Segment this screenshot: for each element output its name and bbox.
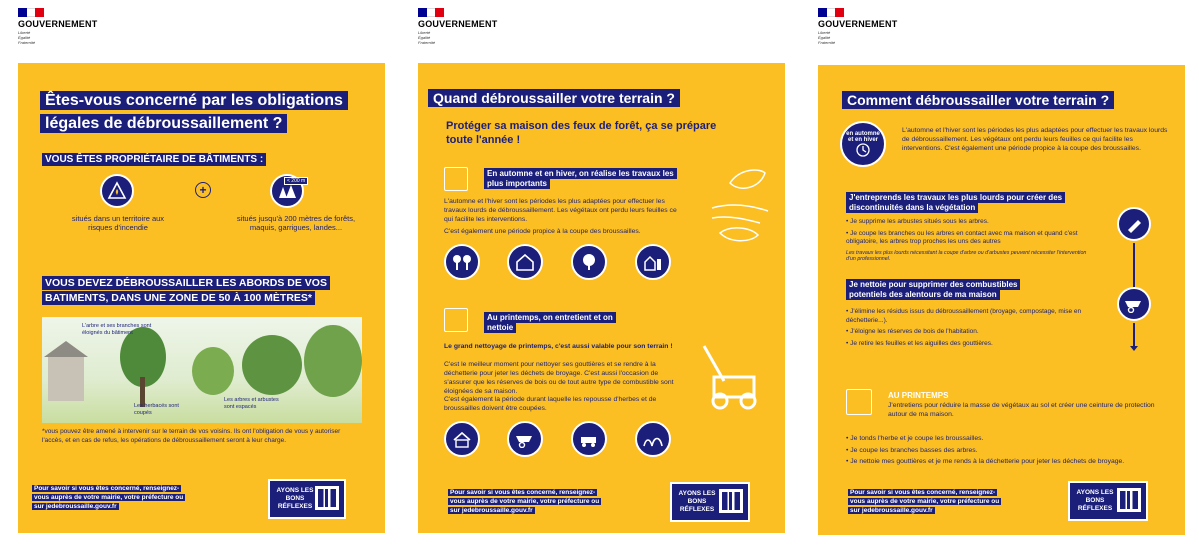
government-logo [818, 8, 897, 45]
wheelbarrow-icon [1117, 287, 1151, 321]
footer-note: Pour savoir si vous êtes concerné, renseignez-vous auprès de votre mairie, votre préfecture ou sur jedebroussaille.gouv.fr [34, 485, 184, 510]
org-name: GOUVERNEMENT [818, 19, 898, 29]
bons-reflexes-badge [268, 479, 346, 519]
autumn-heading: En automne et en hiver, on réalise les travaux les plus importants [484, 169, 674, 189]
poster-1-title: Êtes-vous concerné par les obligations légales de débroussaillement ? [40, 89, 360, 135]
poster-3-title: Comment débroussailler votre terrain ? [842, 89, 1114, 112]
government-logo [18, 8, 97, 45]
trees-spacing-icon [444, 244, 480, 280]
badge-text: AYONS LES BONS RÉFLEXES [678, 490, 716, 513]
badge-text: AYONS LES BONS RÉFLEXES [1076, 489, 1114, 512]
calendar-icon [444, 308, 468, 332]
bons-reflexes-badge [1068, 481, 1148, 521]
poster-1 [18, 63, 385, 533]
step1-list [846, 218, 1096, 266]
poster-2-subtitle: Protéger sa maison des feux de forêt, ça se prépare toute l'année ! [446, 120, 717, 146]
lawn-mower-illustration [694, 341, 764, 411]
list-item: • Je nettoie mes gouttières et je me rends à la déchetterie pour jeter les déchets de broyage. [846, 458, 1125, 465]
motto-line: Liberté [418, 30, 431, 35]
label-grass: Les herbacés sont coupés [134, 403, 179, 416]
poster-1-column [18, 0, 385, 545]
motto-line: Liberté [18, 30, 31, 35]
motto-line: Égalité [18, 35, 31, 40]
motto-line: Égalité [818, 35, 831, 40]
chainsaw-icon [1117, 207, 1151, 241]
arrow-down-icon [1130, 346, 1138, 351]
debroussaillement-illustration [42, 317, 362, 423]
poster-3 [818, 65, 1185, 535]
step1-note: Les travaux les plus lourds nécessitant la coupe d'arbre ou d'arbustes peuvent nécessiter l'intervention d'un professionnel. [846, 249, 1087, 262]
season-badge-text: en automne et en hiver [846, 131, 880, 143]
spring-heading: AU PRINTEMPS [888, 391, 949, 400]
obligation-banner: VOUS DEVEZ DÉBROUSSAILLER LES ABORDS DE VOS BATIMENTS, DANS UNE ZONE DE 50 À 100 MÈTRES* [42, 276, 368, 306]
list-item: • Je tonds l'herbe et je coupe les broussailles. [846, 435, 984, 442]
autumn-text: L'automne et l'hiver sont les périodes les plus adaptées pour effectuer les travaux lourds de débroussaillement. Les végétaux ont perdu leurs feuilles ce qui facilite les interventions. [444, 198, 677, 223]
qr-code-icon[interactable] [315, 486, 339, 510]
list-item: • Je retire les feuilles et les aiguilles des gouttières. [846, 339, 993, 347]
org-name: GOUVERNEMENT [418, 19, 498, 29]
lawn-mower-icon [571, 421, 607, 457]
qr-code-icon[interactable] [719, 489, 743, 513]
poster-2 [418, 63, 785, 533]
french-flag-icon [18, 8, 44, 17]
list-item: • Je coupe les branches basses des arbres. [846, 446, 978, 454]
autumn-text-2: C'est également une période propice à la coupe des broussailles. [444, 228, 641, 235]
list-item: • Je coupe les branches ou les arbres en contact avec ma maison et quand c'est obligatoire, les arbres trop proches les uns des autres [846, 229, 1078, 245]
motto-line: Liberté [818, 30, 831, 35]
list-item: • Je supprime les arbustes situés sous les arbres. [846, 218, 989, 225]
distance-badge: < 200 m [284, 177, 308, 185]
spring-heading: Au printemps, on entretient et on nettoie [484, 313, 644, 333]
poster-2-title: Quand débroussailler votre terrain ? [428, 87, 680, 110]
house-distance-icon [507, 244, 543, 280]
motto-line: Fraternité [818, 40, 836, 45]
timeline-line [1133, 323, 1135, 347]
spring-text: C'est le meilleur moment pour nettoyer ses gouttières et se rendre à la déchetterie pour jeter les déchets de broyage. C'est aussi l'occasion de s'assurer que les réserves de bois ou de tout autre type de combustible sont éloignées de sa maison. [444, 361, 674, 395]
footer-note: Pour savoir si vous êtes concerné, renseignez-vous auprès de votre mairie, votre préfecture ou sur jedebroussaille.gouv.fr [850, 489, 1000, 514]
season-badge-clock-icon [840, 121, 886, 167]
wood-storage-icon [635, 244, 671, 280]
gutter-cleaning-icon [444, 421, 480, 457]
motto-line: Égalité [418, 35, 431, 40]
label-tree: L'arbre et ses branches sont éloignés du bâtiment [82, 323, 152, 336]
leaves-wind-icon [710, 163, 770, 253]
qr-code-icon[interactable] [1117, 488, 1141, 512]
motto-line: Fraternité [18, 40, 36, 45]
wheelbarrow-icon [507, 421, 543, 457]
timeline-line [1133, 243, 1135, 287]
house-roof [44, 341, 88, 357]
fire-risk-icon [100, 174, 134, 208]
government-logo [418, 8, 497, 45]
tree-illustration [242, 335, 302, 395]
spring-text-bold: Le grand nettoyage de printemps, c'est aussi valable pour son terrain ! [444, 343, 673, 350]
plus-icon: + [195, 182, 211, 198]
spring-list [846, 435, 1166, 470]
french-flag-icon [418, 8, 444, 17]
step1-heading: J'entreprends les travaux les plus lourds pour créer des discontinuités dans la végétation [846, 193, 1076, 213]
criteria-2-text: situés jusqu'à 200 mètres de forêts, maquis, garrigues, landes... [236, 214, 356, 232]
spring-intro: J'entretiens pour réduire la masse de végétaux au sol et créer une ceinture de protection autour de ma maison. [888, 402, 1155, 418]
calendar-icon [846, 389, 872, 415]
footer-note: Pour savoir si vous êtes concerné, renseignez-vous auprès de votre mairie, votre préfecture ou sur jedebroussaille.gouv.fr [450, 489, 600, 514]
badge-text: AYONS LES BONS RÉFLEXES [276, 487, 314, 510]
bons-reflexes-badge [670, 482, 750, 522]
label-trees-spaced: Les arbres et arbustes sont espacés [224, 397, 279, 410]
motto-line: Fraternité [418, 40, 436, 45]
bushes-icon [635, 421, 671, 457]
french-flag-icon [818, 8, 844, 17]
list-item: • J'élimine les résidus issus du débroussaillement (broyage, compostage, mise en déchetterie...). [846, 308, 1082, 324]
step2-heading: Je nettoie pour supprimer des combustibles potentiels des alentours de ma maison [846, 280, 1056, 300]
poster-2-column [418, 0, 785, 545]
tree-illustration [192, 347, 234, 395]
criteria-1-text: situés dans un territoire aux risques d'incendie [71, 214, 165, 232]
org-name: GOUVERNEMENT [18, 19, 98, 29]
poster-3-column [818, 0, 1185, 545]
house-illustration [48, 355, 84, 401]
tree-illustration [304, 325, 362, 397]
owner-banner: VOUS ÊTES PROPRIÉTAIRE DE BÂTIMENTS : [42, 155, 266, 165]
intro-text: L'automne et l'hiver sont les périodes les plus adaptées pour effectuer les travaux lourds de débroussaillement. Les végétaux ont perdu leurs feuilles ce qui facilite les interventions. C'est également une période propice à la coupe des broussailles. [902, 127, 1168, 152]
footnote: *vous pouvez être amené à intervenir sur le terrain de vos voisins. Ils ont l'obligation de vous y autoriser l'accès, et en cas de refus, les opérations de débroussaillement seront à leur charge. [42, 428, 341, 444]
step2-list [846, 308, 1096, 351]
spring-text-2: C'est également la période durant laquelle les repousse d'herbes et de broussailles doivent être coupées. [444, 396, 657, 412]
tree-pruning-icon [571, 244, 607, 280]
calendar-icon [444, 167, 468, 191]
list-item: • J'éloigne les réserves de bois de l'habitation. [846, 328, 979, 335]
